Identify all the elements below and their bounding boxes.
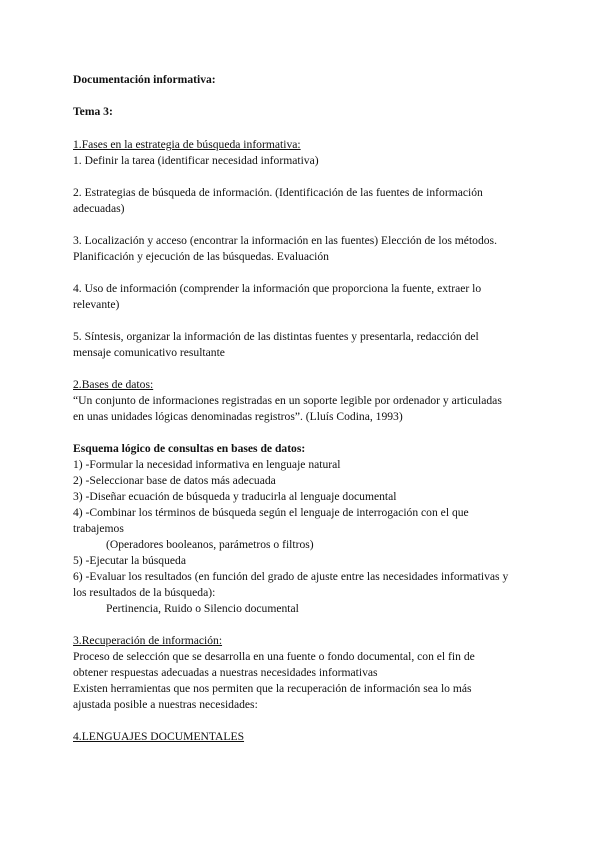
esquema-line: trabajemos [73, 522, 124, 535]
quote-line: “Un conjunto de informaciones registradas en un soporte legible por ordenador y articuladas [73, 394, 502, 407]
section-1-line: adecuadas) [73, 202, 125, 215]
section-2-heading: 2.Bases de datos: [73, 378, 154, 391]
section-3-line: ajustada posible a nuestras necesidades: [73, 698, 258, 711]
section-1-line: 1. Definir la tarea (identificar necesidad informativa) [73, 154, 319, 167]
esquema-line: 2) -Seleccionar base de datos más adecuada [73, 474, 276, 487]
section-1-line: 4. Uso de información (comprender la información que proporciona la fuente, extraer lo [73, 282, 482, 295]
quote-line: en unas unidades lógicas denominadas registros”. (Lluís Codina, 1993) [73, 410, 403, 423]
document-title: Documentación informativa: [73, 73, 216, 86]
esquema-line: los resultados de la búsqueda): [73, 586, 216, 599]
section-1-line: 5. Síntesis, organizar la información de las distintas fuentes y presentarla, redacción del [73, 330, 479, 343]
section-3-line: Existen herramientas que nos permiten que la recuperación de información sea lo más [73, 682, 472, 695]
section-3-heading: 3.Recuperación de información: [73, 634, 223, 647]
section-1-heading: 1.Fases en la estrategia de búsqueda informativa: [73, 138, 301, 151]
esquema-line: 4) -Combinar los términos de búsqueda según el lenguaje de interrogación con el que [73, 506, 469, 519]
esquema-indented-line: (Operadores booleanos, parámetros o filtros) [106, 538, 314, 551]
esquema-line: 5) -Ejecutar la búsqueda [73, 554, 186, 567]
esquema-heading: Esquema lógico de consultas en bases de datos: [73, 442, 306, 455]
section-1-line: Planificación y ejecución de las búsquedas. Evaluación [73, 250, 329, 263]
section-1-line: mensaje comunicativo resultante [73, 346, 225, 359]
tema-heading: Tema 3: [73, 105, 113, 118]
esquema-line: 3) -Diseñar ecuación de búsqueda y traducirla al lenguaje documental [73, 490, 397, 503]
esquema-line: 1) -Formular la necesidad informativa en lenguaje natural [73, 458, 341, 471]
section-1-line: 3. Localización y acceso (encontrar la información en las fuentes) Elección de los métodos. [73, 234, 497, 247]
section-3-line: obtener respuestas adecuadas a nuestras necesidades informativas [73, 666, 378, 679]
section-3-line: Proceso de selección que se desarrolla en una fuente o fondo documental, con el fin de [73, 650, 475, 663]
section-4-heading: 4.LENGUAJES DOCUMENTALES [73, 730, 245, 743]
esquema-indented-line: Pertinencia, Ruido o Silencio documental [106, 602, 299, 615]
section-1-line: relevante) [73, 298, 120, 311]
section-1-line: 2. Estrategias de búsqueda de información. (Identificación de las fuentes de información [73, 186, 483, 199]
esquema-line: 6) -Evaluar los resultados (en función del grado de ajuste entre las necesidades informativas y [73, 570, 509, 583]
